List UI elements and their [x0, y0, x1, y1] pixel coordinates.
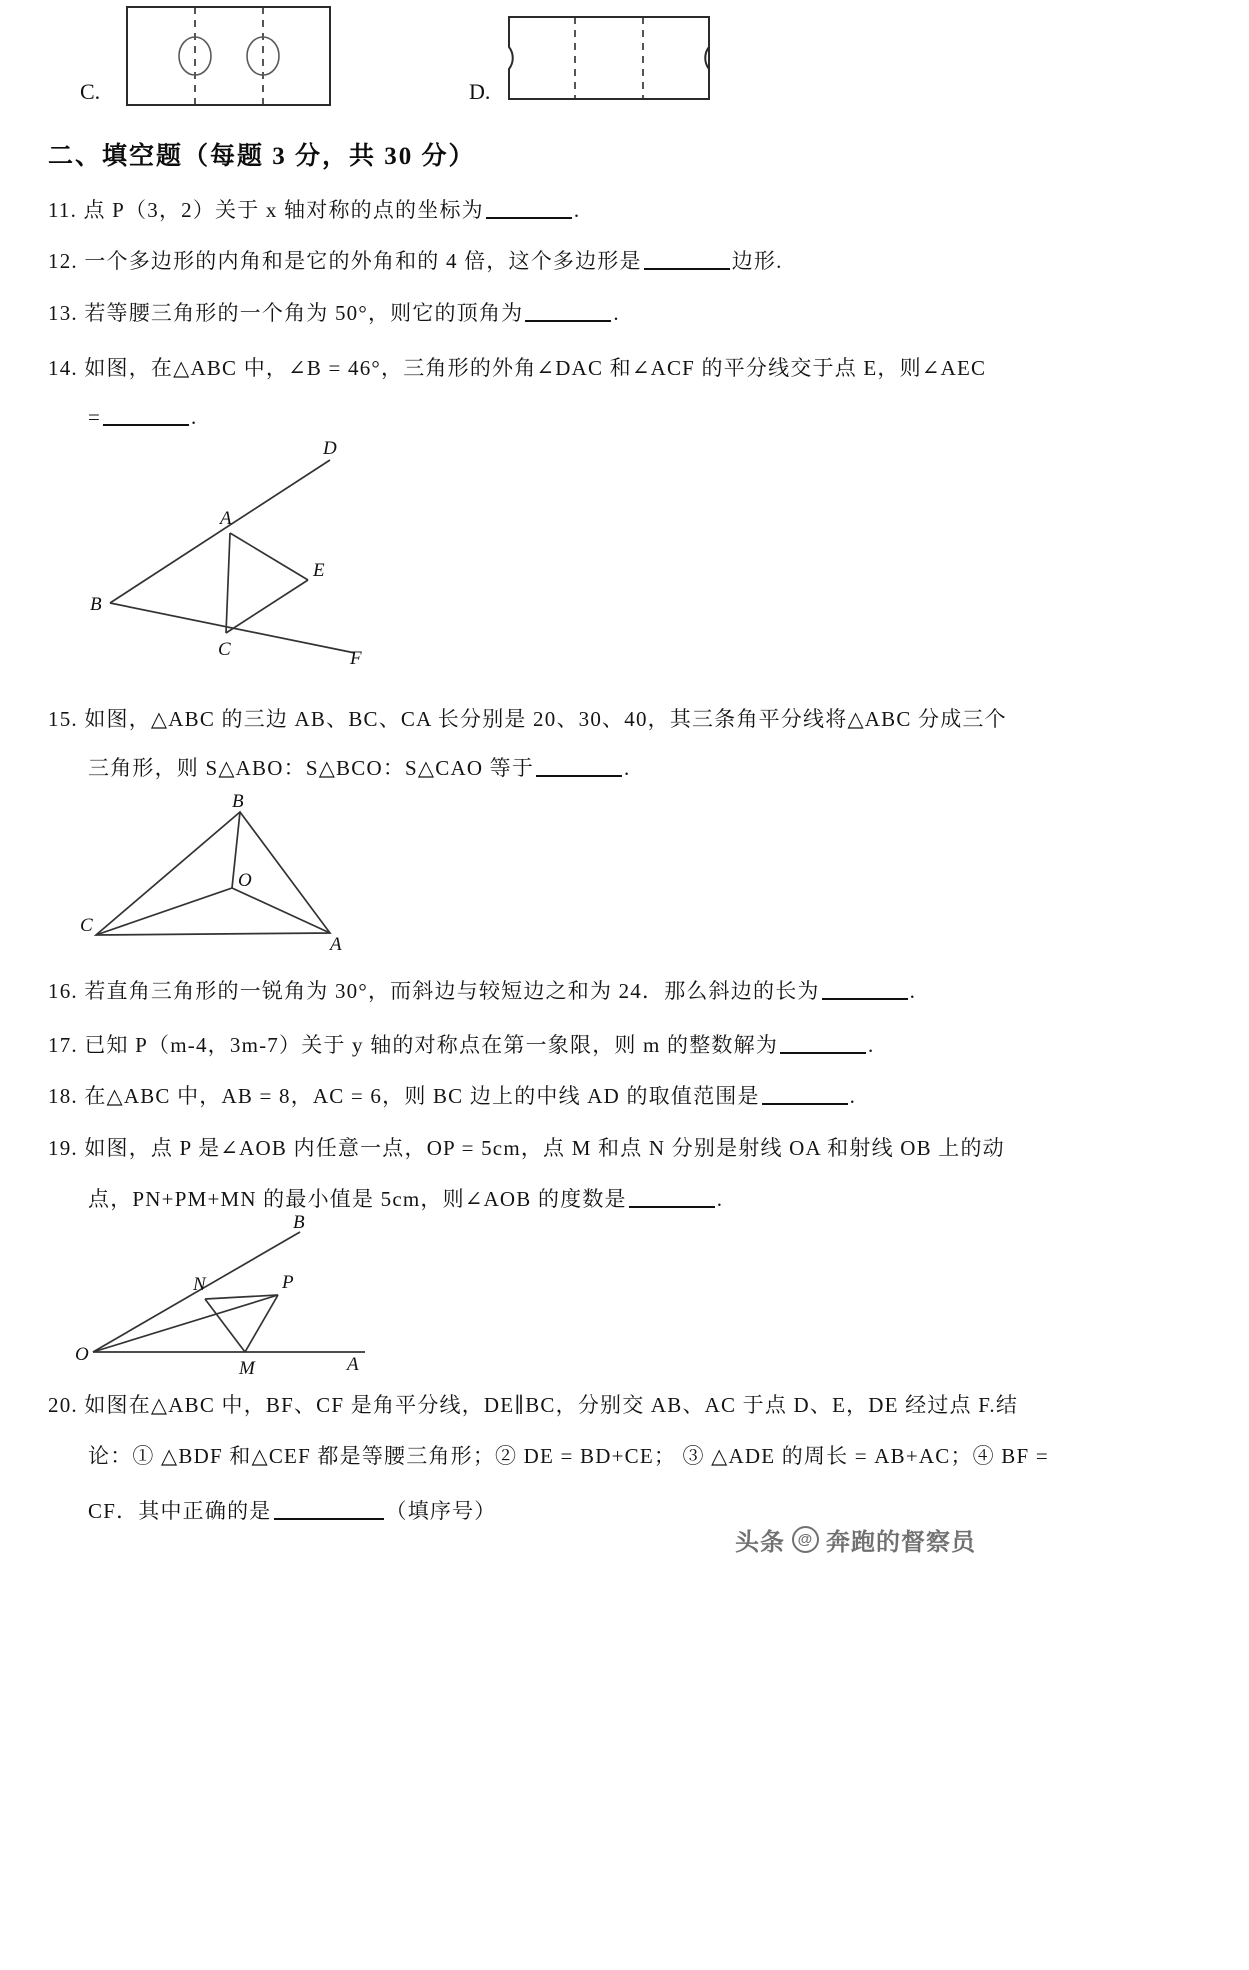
fig19-label-O: O — [75, 1344, 89, 1365]
question-16 — [48, 975, 916, 1005]
q17-period: . — [868, 1033, 875, 1057]
q15-ratio-text: 三角形，则 S△ABO：S△BCO：S△CAO 等于 — [88, 756, 535, 780]
q19-number: 19. — [48, 1136, 78, 1160]
question-14-line1 — [48, 352, 986, 382]
q20-text3: CF．其中正确的是 — [88, 1499, 272, 1523]
question-19-figure — [75, 1212, 395, 1382]
fig14-label-D: D — [323, 438, 337, 459]
q19-answer-blank[interactable] — [629, 1185, 715, 1208]
fig19-label-B: B — [293, 1212, 305, 1233]
fig15-label-B: B — [232, 791, 244, 812]
q15-text: 如图，△ABC 的三边 AB、BC、CA 长分别是 20、30、40，其三条角平分线将△ABC 分成三个 — [84, 707, 1007, 731]
question-19-line1 — [48, 1132, 1005, 1162]
option-d-figure — [508, 16, 710, 100]
fig15-label-O: O — [238, 870, 252, 891]
fig14-label-C: C — [218, 639, 231, 660]
q16-text: 若直角三角形的一锐角为 30°，而斜边与较短边之和为 24．那么斜边的长为 — [84, 979, 820, 1003]
q14-text: 如图，在△ABC 中，∠B = 46°，三角形的外角∠DAC 和∠ACF 的平分线交于点 E，则∠AEC — [84, 356, 987, 380]
question-20-line1 — [48, 1389, 1018, 1419]
q12-text: 一个多边形的内角和是它的外角和的 4 倍，这个多边形是 — [84, 249, 642, 273]
q20-conclusions: 论：① △BDF 和△CEF 都是等腰三角形；② DE = BD+CE； ③ △ADE 的周长 = AB+AC；④ BF = — [88, 1444, 1049, 1468]
q11-period: . — [573, 198, 581, 222]
q17-answer-blank[interactable] — [780, 1031, 866, 1054]
fig15-label-A: A — [330, 934, 342, 955]
question-11 — [48, 194, 580, 224]
fig14-label-B: B — [90, 594, 102, 615]
q17-number: 17. — [48, 1033, 78, 1057]
question-13 — [48, 297, 620, 327]
watermark — [735, 1522, 976, 1557]
q13-answer-blank[interactable] — [525, 299, 611, 322]
q18-text: 在△ABC 中，AB = 8，AC = 6，则 BC 边上的中线 AD 的取值范围是 — [84, 1084, 760, 1108]
q12-suffix: 边形. — [731, 249, 783, 273]
question-15-line2 — [88, 752, 631, 782]
q14-number: 14. — [48, 356, 78, 380]
question-12 — [48, 245, 783, 275]
fig19-label-A: A — [347, 1354, 359, 1375]
watermark-brand: 头条 — [735, 1529, 785, 1556]
q11-text: 点 P（3，2）关于 x 轴对称的点的坐标为 — [83, 198, 484, 222]
q17-text: 已知 P（m-4，3m-7）关于 y 轴的对称点在第一象限，则 m 的整数解为 — [84, 1033, 779, 1057]
question-18 — [48, 1080, 856, 1110]
q16-number: 16. — [48, 979, 78, 1003]
q12-answer-blank[interactable] — [644, 247, 730, 270]
watermark-author: 奔跑的督察员 — [826, 1529, 976, 1556]
q11-number: 11. — [48, 198, 78, 222]
q13-number: 13. — [48, 301, 78, 325]
q12-number: 12. — [48, 249, 78, 273]
q14-period: . — [191, 405, 198, 429]
q19-period: . — [716, 1187, 724, 1211]
question-14-figure — [80, 438, 410, 669]
q18-period: . — [849, 1084, 857, 1108]
q13-text: 若等腰三角形的一个角为 50°，则它的顶角为 — [84, 301, 524, 325]
option-c-figure — [126, 6, 331, 106]
q19-text: 如图，点 P 是∠AOB 内任意一点，OP = 5cm，点 M 和点 N 分别是射线 OA 和射线 OB 上的动 — [84, 1136, 1005, 1160]
fig14-label-E: E — [313, 560, 325, 581]
q15-answer-blank[interactable] — [536, 754, 622, 777]
q14-answer-blank[interactable] — [103, 403, 189, 426]
fig19-label-M: M — [239, 1358, 255, 1379]
q18-number: 18. — [48, 1084, 78, 1108]
q20-answer-blank[interactable] — [274, 1497, 384, 1520]
q20-hint: （填序号） — [385, 1499, 497, 1523]
q15-period: . — [624, 756, 631, 780]
fig14-label-F: F — [350, 648, 362, 669]
option-d-label: D. — [469, 79, 491, 104]
question-14-line2 — [88, 403, 198, 430]
q20-text: 如图在△ABC 中，BF、CF 是角平分线，DE∥BC，分别交 AB、AC 于点 D、E，DE 经过点 F.结 — [84, 1393, 1019, 1417]
fig15-label-C: C — [80, 915, 93, 936]
watermark-at-icon: @ — [792, 1526, 819, 1553]
q15-number: 15. — [48, 707, 78, 731]
q19-text2: 点，PN+PM+MN 的最小值是 5cm，则∠AOB 的度数是 — [88, 1187, 627, 1211]
fig19-label-N: N — [193, 1274, 206, 1295]
q16-period: . — [909, 979, 917, 1003]
q11-answer-blank[interactable] — [486, 196, 572, 219]
q13-period: . — [613, 301, 620, 325]
option-c-label: C. — [80, 79, 101, 104]
question-20-line2 — [88, 1440, 1049, 1470]
q14-equals: = — [88, 405, 102, 429]
question-20-line3 — [88, 1495, 497, 1525]
section-heading: 二、填空题（每题 3 分，共 30 分） — [48, 143, 476, 170]
q20-number: 20. — [48, 1393, 78, 1417]
q18-answer-blank[interactable] — [762, 1082, 848, 1105]
fig19-label-P: P — [282, 1272, 294, 1293]
question-17 — [48, 1029, 874, 1059]
question-15-line1 — [48, 703, 1007, 733]
question-15-figure — [80, 791, 360, 955]
q16-answer-blank[interactable] — [822, 977, 908, 1000]
question-19-line2 — [88, 1183, 723, 1213]
fig14-label-A: A — [220, 508, 232, 529]
